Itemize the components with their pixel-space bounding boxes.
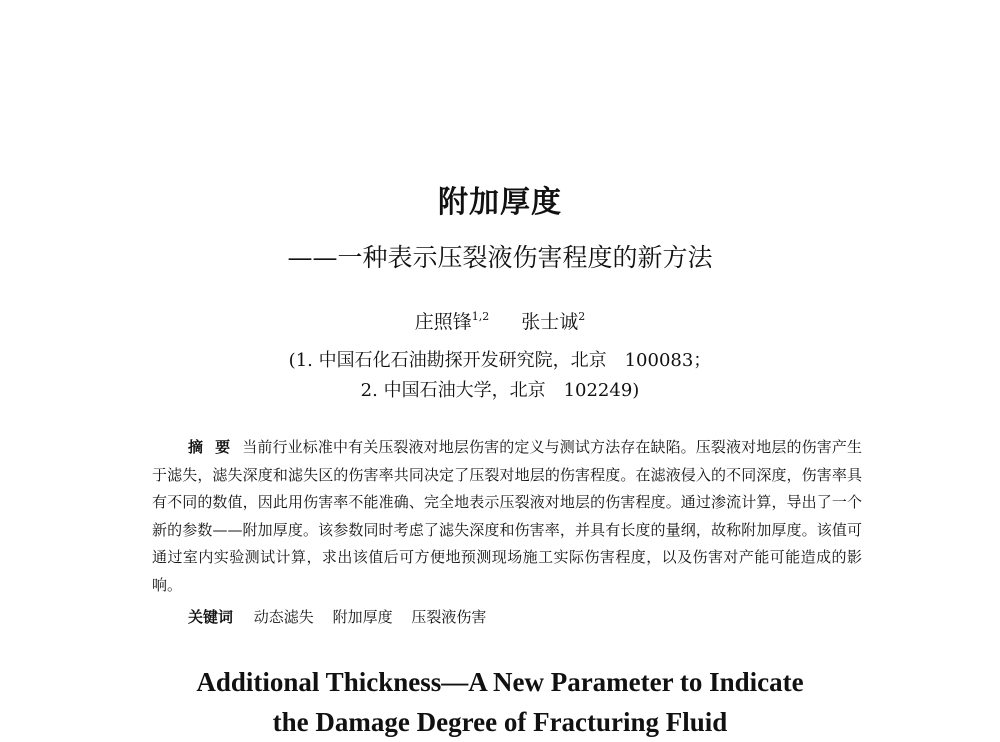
author-list [0, 307, 1000, 334]
page-title: 附加厚度 [438, 185, 562, 220]
keyword-2: 附加厚度 [332, 608, 393, 626]
author-1-affiliation-mark: 1,2 [471, 310, 490, 323]
author-1 [415, 307, 490, 334]
author-2 [521, 307, 585, 334]
english-title [0, 662, 1000, 742]
keywords-label: 关键词 [188, 608, 234, 626]
english-title-line-2: the Damage Degree of Fracturing Fluid [272, 707, 728, 737]
author-1-name: 庄照锋 [414, 311, 472, 333]
abstract-text: 当前行业标准中有关压裂液对地层伤害的定义与测试方法存在缺陷。压裂液对地层的伤害产生于滤失，滤失深度和滤失区的伤害率共同决定了压裂对地层的伤害程度。在滤液侵入的不同深度，伤害率具有不同的数值，因此用伤害率不能准确、完全地表示压裂液对地层的伤害程度。通过渗流计算，导出了一个新的参数——附加厚度。该参数同时考虑了滤失深度和伤害率，并具有长度的量纲，故称附加厚度。该值可通过室内实验测试计算，求出该值后可方便地预测现场施工实际伤害程度，以及伤害对产能可能造成的影响。 [152, 438, 862, 594]
author-2-name: 张士诚 [521, 311, 579, 333]
keyword-1: 动态滤失 [253, 608, 314, 626]
abstract-paragraph [152, 434, 862, 599]
abstract-block [152, 434, 862, 599]
keyword-3: 压裂液伤害 [411, 608, 487, 626]
keywords-line [188, 606, 486, 627]
affiliation-2: 2. 中国石油大学，北京 102249) [360, 380, 640, 401]
abstract-label: 摘要 [188, 438, 243, 456]
affiliation-1: (1. 中国石化石油勘探开发研究院，北京 100083； [288, 350, 712, 371]
page-subtitle: ——一种表示压裂液伤害程度的新方法 [287, 243, 713, 272]
english-title-line-1: Additional Thickness—A New Parameter to Indicate [196, 667, 804, 697]
author-2-affiliation-mark: 2 [578, 310, 586, 323]
